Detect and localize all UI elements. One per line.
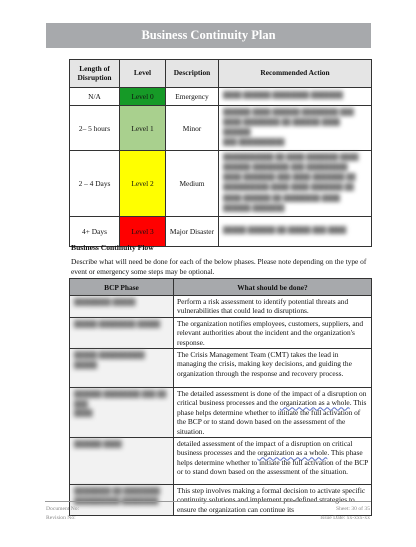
level-cell: Level 3 xyxy=(120,216,166,246)
spellcheck-phrase: organization as a whole xyxy=(279,398,350,408)
disruption-description: Emergency xyxy=(166,88,219,106)
disruption-length: N/A xyxy=(70,88,120,106)
column-header: Length of Disruption xyxy=(70,60,120,88)
disruption-length: 2 – 4 Days xyxy=(70,151,120,216)
spellcheck-phrase: organization as a whole xyxy=(257,448,328,458)
column-header: Recommended Action xyxy=(219,60,372,88)
column-header: Description xyxy=(166,60,219,88)
phase-name-redacted: █████ ██████████ █████ xyxy=(70,348,174,387)
phase-action: Perform a risk assessment to identify potential threats and vulnerabilities that could lead to disruptions. xyxy=(174,296,372,318)
revision-number: Revision No: xyxy=(46,514,76,521)
disruption-length: 2– 5 hours xyxy=(70,106,120,151)
phase-name-redacted: ████████ ██ ████████ ██████████ ████████ xyxy=(70,484,174,515)
disruption-length: 4+ Days xyxy=(70,216,120,246)
table-row xyxy=(70,437,372,484)
level-cell: Level 2 xyxy=(120,151,166,216)
table-row xyxy=(70,216,372,246)
document-number: Document No: xyxy=(46,506,80,512)
disruption-levels-table xyxy=(69,59,372,247)
footer-left xyxy=(46,505,79,522)
column-header: BCP Phase xyxy=(70,279,174,296)
bcp-flow-table xyxy=(69,278,372,516)
phase-action-text: . This phase helps determine whether to initiate the full activation of the BCP or to stand down based on the assessment of the situation. xyxy=(177,398,367,436)
table-row xyxy=(70,317,372,348)
issue-date: Issue Date: xx-xxx-xx xyxy=(320,514,370,521)
page-title: Business Continuity Plan xyxy=(46,23,371,48)
column-header: Level xyxy=(120,60,166,88)
recommended-action-redacted: ██████ ████ ██████ ████████ ███ ████ ████████ ██ ██████ ████ ██████ ███ ██████████ xyxy=(219,106,372,151)
table-row xyxy=(70,296,372,318)
phase-action: The Crisis Management Team (CMT) takes the lead in managing the crisis, making key decisions, and guiding the organization through the response and recovery process. xyxy=(174,348,372,387)
phase-name-redacted: ██████ ████████ ███ ██ ███ ████ xyxy=(70,387,174,437)
phase-action: The organization notifies employees, customers, suppliers, and relevant authorities about the incident and the organization's response. xyxy=(174,317,372,348)
sheet-number: Sheet: 30 of 35 xyxy=(335,506,370,512)
level-cell: Level 1 xyxy=(120,106,166,151)
table-header-row xyxy=(70,60,372,88)
phase-action-text: . This phase helps determine whether to initiate the full activation of the BCP or to stand down based on the assessment of the situation. xyxy=(177,448,369,477)
column-header: What should be done? xyxy=(174,279,372,296)
recommended-action-redacted: ███████████ ██ ████ ███████ ████ ██████ ████████ ███ █████████ ████ ███████ ███ ████ ███████ ██ ██████████ ████ ████ ███████ ██ ████ ██████ ██ ████████ ████ ██████ ███████ xyxy=(219,151,372,216)
phase-action xyxy=(174,387,372,437)
table-header-row xyxy=(70,279,372,296)
footer-right xyxy=(320,505,370,522)
table-row xyxy=(70,106,372,151)
section-description: Describe what will need be done for each of the below phases. Please note depending on the type of event or emergency some steps may be optional. xyxy=(71,257,367,276)
phase-name-redacted: ████████ █████ xyxy=(70,296,174,318)
phase-name-redacted: ██████ ████ xyxy=(70,437,174,484)
disruption-description: Minor xyxy=(166,106,219,151)
table-row xyxy=(70,348,372,387)
phase-action xyxy=(174,437,372,484)
phase-action-text: The detailed assessment is done of the impact of a disruption on critical business processes and the xyxy=(177,388,367,408)
section-heading: Business Continuity Flow xyxy=(71,243,154,252)
table-row xyxy=(70,387,372,437)
level-cell: Level 0 xyxy=(120,88,166,106)
table-row xyxy=(70,88,372,106)
phase-action: This step involves making a formal decision to activate specific continuity solutions and implement pre-defined strategies to ensure the organization can continue its xyxy=(174,484,372,515)
phase-name-redacted: █████ ████████ █████ xyxy=(70,317,174,348)
disruption-description: Major Disaster xyxy=(166,216,219,246)
recommended-action-redacted: █████ ██████ ██ █████ ███ ████ xyxy=(219,216,372,246)
phase-action-text: detailed assessment of the impact of a disruption on critical business processes and the xyxy=(177,438,353,458)
footer-divider xyxy=(45,501,371,502)
disruption-description: Medium xyxy=(166,151,219,216)
table-row xyxy=(70,151,372,216)
recommended-action-redacted: ████ ██████ ████████ ███████ xyxy=(219,88,372,106)
